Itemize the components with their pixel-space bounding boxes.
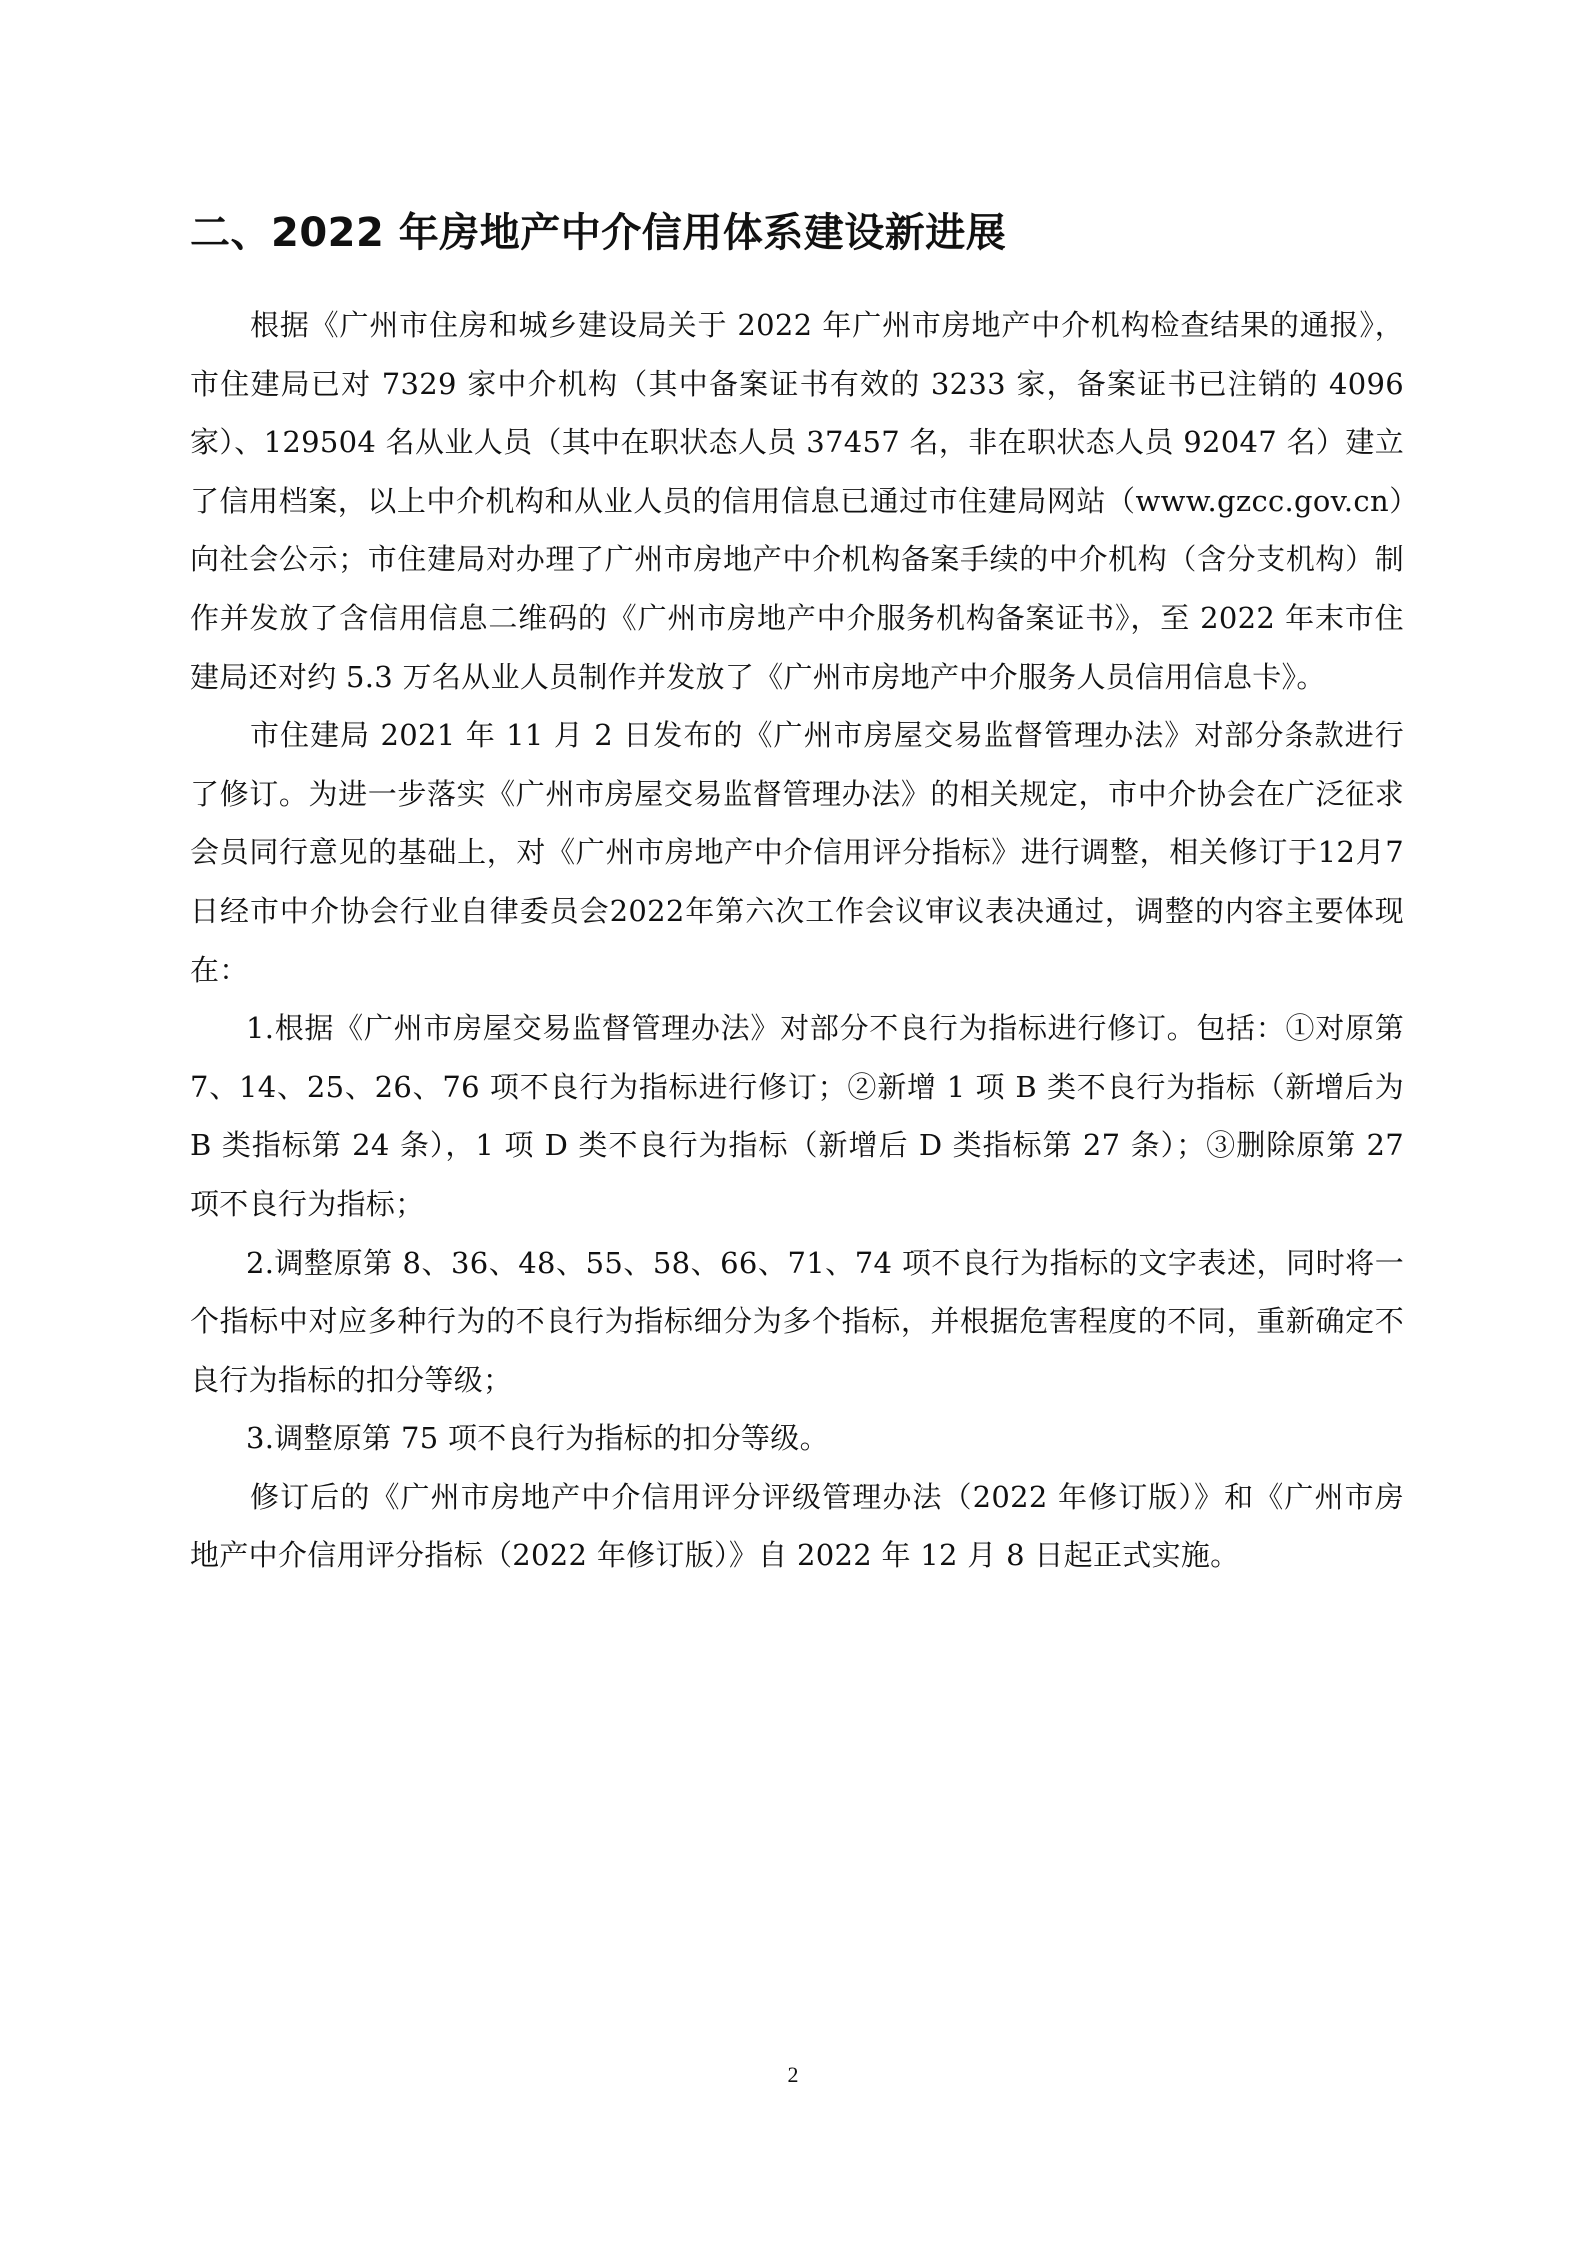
list-item-revision-2: 2.调整原第 8、36、48、55、58、66、71、74 项不良行为指标的文字表述，同时将一个指标中对应多种行为的不良行为指标细分为多个指标，并根据危害程度的不同，重新确定不良行为指标的扣分等级； (190, 1245, 1404, 1397)
paragraph-credit-archives: 根据《广州市住房和城乡建设局关于 2022 年广州市房地产中介机构检查结果的通报》，市住建局已对 7329 家中介机构（其中备案证书有效的 3233 家，备案证书已注销的 4096 家）、129504 名从业人员（其中在职状态人员 37457 名，非在职状态人员 92047 名）建立了信用档案，以上中介机构和从业人员的信用信息已通过市住建局网站（www.gzcc.gov.cn）向社会公示；市住建局对办理了广州市房地产中介机构备案手续的中介机构（含分支机构）制作并发放了含信用信息二维码的《广州市房地产中介服务机构备案证书》，至 2022 年末市住建局还对约 5.3 万名从业人员制作并发放了《广州市房地产中介服务人员信用信息卡》。 (190, 308, 1404, 694)
paragraph-effective-date: 修订后的《广州市房地产中介信用评分评级管理办法（2022 年修订版）》和《广州市房地产中介信用评分指标（2022 年修订版）》自 2022 年 12 月 8 日起正式实施。 (190, 1479, 1404, 1573)
body-text (190, 296, 1404, 1585)
page-number: 2 (787, 2062, 799, 2087)
list-item-revision-1: 1.根据《广州市房屋交易监督管理办法》对部分不良行为指标进行修订。包括：①对原第 7、14、25、26、76 项不良行为指标进行修订；②新增 1 项 B 类不良行为指标（新增后为 B 类指标第 24 条），1 项 D 类不良行为指标（新增后 D 类指标第 27 条）；③删除原第 27 项不良行为指标； (190, 1011, 1404, 1221)
paragraph-revision-background: 市住建局 2021 年 11 月 2 日发布的《广州市房屋交易监督管理办法》对部分条款进行了修订。为进一步落实《广州市房屋交易监督管理办法》的相关规定，市中介协会在广泛征求会员同行意见的基础上，对《广州市房地产中介信用评分指标》进行调整，相关修订于12月7日经市中介协会行业自律委员会2022年第六次工作会议审议表决通过，调整的内容主要体现在： (190, 718, 1404, 987)
list-item-revision-3: 3.调整原第 75 项不良行为指标的扣分等级。 (246, 1421, 829, 1456)
section-heading: 二、2022 年房地产中介信用体系建设新进展 (190, 210, 1007, 256)
